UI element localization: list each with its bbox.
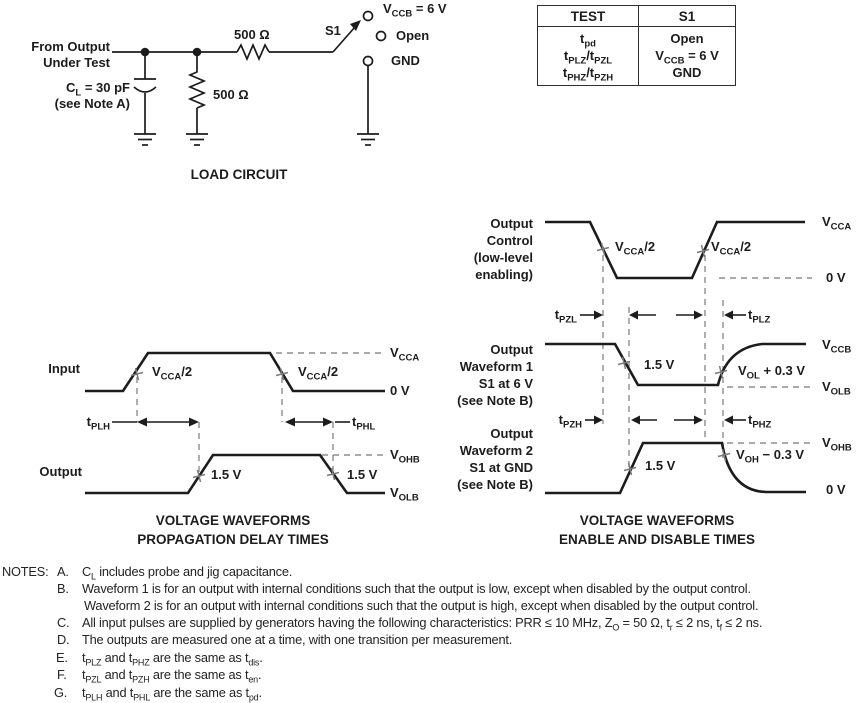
note-c-text: All input pulses are supplied by generators having the following characteristics: PRR ≤ 10 MHz, $Z_O = 50$ Ω, $t_r \le 2$ ns, $t_f \le 2$ ns. — [82, 615, 763, 633]
load-circuit-title: LOAD CIRCUIT — [190, 167, 288, 182]
output-control-waveform-path — [545, 222, 805, 278]
tpzl-left-arrowhead — [629, 311, 638, 320]
note-a-letter: A. — [57, 564, 69, 579]
enable-disable-caption — [527, 511, 787, 549]
tpzl-label: $t_{PZL}$ — [554, 307, 577, 326]
output-control-line3: (low-level — [473, 250, 533, 265]
zero-v-level-label: 0 V — [390, 383, 410, 398]
wave2-v15-label: 1.5 V — [645, 458, 676, 473]
table-test-tplz-tpzl: $t_{PLZ}/t_{PZL}$ — [563, 48, 613, 67]
from-output-line1: From Output — [31, 39, 110, 54]
ctrl-vcca-half-rise-label: $V_{CCA}/2$ — [711, 239, 752, 258]
note-f-letter: F. — [57, 667, 67, 682]
output-waveform1-label — [457, 341, 533, 409]
vcca-half-fall-label: $V_{CCA}/2$ — [298, 364, 339, 383]
table-header-s1: S1 — [678, 9, 696, 24]
switch-position-gnd-terminal — [364, 57, 373, 66]
node-dot-resistor — [193, 48, 202, 57]
vohb-level-label-2: $V_{OHB}$ — [822, 435, 852, 454]
wave1-line1: Output — [490, 342, 533, 357]
tphz-label: $t_{PHZ}$ — [748, 412, 772, 431]
prop-delay-caption-line2: PROPAGATION DELAY TIMES — [137, 532, 329, 547]
tplh-right-arrowhead — [189, 418, 199, 427]
table-s1-gnd: GND — [672, 65, 702, 80]
series-resistor-label: 500 Ω — [234, 27, 270, 42]
shunt-resistor-label: 500 Ω — [213, 87, 249, 102]
ground-symbol-resistor — [186, 134, 208, 145]
prop-delay-caption — [103, 511, 363, 549]
wave1-line3: S1 at 6 V — [478, 376, 533, 391]
note-f-text: $t_{PZL}$ and $t_{PZH}$ are the same as $t_{en}$. — [82, 667, 262, 685]
vol-plus-03-label: $V_{OL} + 0.3$ V — [738, 363, 806, 382]
input-waveform-label: Input — [48, 361, 80, 376]
cl-value: $C_L = 30$ pF — [66, 80, 130, 99]
note-e-text: $t_{PLZ}$ and $t_{PHZ}$ are the same as $t_{dis}$. — [82, 650, 263, 668]
note-a-text: $C_L$ includes probe and jig capacitance. — [82, 564, 293, 582]
switch-position-gnd-label: GND — [391, 53, 420, 68]
enable-disable-caption-line1: VOLTAGE WAVEFORMS — [579, 513, 735, 528]
wave2-line3: S1 at GND — [469, 460, 533, 475]
note-c-letter: C. — [57, 615, 70, 630]
prop-delay-caption-line1: VOLTAGE WAVEFORMS — [155, 513, 311, 528]
table-s1-vccb: $V_{CCB} = 6$ V — [655, 48, 719, 67]
node-dot-capacitor — [141, 48, 150, 57]
input-waveform-path — [85, 353, 385, 391]
series-resistor-symbol — [237, 45, 269, 59]
tphl-left-arrowhead — [285, 418, 295, 427]
tpzh-right-arrowhead — [594, 416, 603, 425]
output-control-line4: enabling) — [475, 267, 533, 282]
output-control-label — [474, 215, 533, 283]
table-test-tphz-tpzh: $t_{PHZ}/t_{PZH}$ — [562, 65, 614, 84]
table-header-test: TEST — [538, 6, 639, 26]
shunt-resistor-symbol — [190, 52, 204, 108]
wave2-zero-v-label: 0 V — [826, 482, 846, 497]
tphl-label: $t_{PHL}$ — [352, 414, 376, 433]
note-b-continuation-text: Waveform 2 is for an output with internal conditions such that the output is high, except when disabled by the output control. — [84, 598, 759, 613]
note-b-text: Waveform 1 is for an output with internal conditions such that the output is low, except when disabled by the output control. — [82, 581, 751, 596]
table-header-row — [538, 6, 735, 27]
vcca-half-rise-label: $V_{CCA}/2$ — [152, 364, 193, 383]
tphz-left-arrowhead — [724, 416, 733, 425]
note-d-text: The outputs are measured one at a time, with one transition per measurement. — [82, 632, 513, 647]
table-s1-open: Open — [670, 31, 704, 46]
tplh-left-arrowhead — [137, 418, 147, 427]
wave1-line2: Waveform 1 — [459, 359, 533, 374]
output-waveform2-label — [457, 425, 533, 493]
v15-rise-label: 1.5 V — [211, 467, 242, 482]
switch-s1-label: S1 — [325, 23, 341, 38]
table-test-column — [538, 27, 639, 85]
tplh-label: $t_{PLH}$ — [86, 414, 110, 433]
tplz-right-arrowhead — [694, 311, 703, 320]
volb-level-label: $V_{OLB}$ — [390, 485, 419, 504]
output-control-line2: Control — [486, 233, 533, 248]
cl-note-ref: (see Note A) — [54, 96, 130, 111]
tpzl-right-arrowhead — [594, 311, 603, 320]
wave2-line1: Output — [490, 426, 533, 441]
ctrl-vcca-half-fall-label: $V_{CCA}/2$ — [615, 239, 656, 258]
note-g-letter: G. — [54, 685, 68, 700]
ground-symbol-switch — [357, 134, 379, 145]
ctrl-zero-v-label: 0 V — [826, 270, 846, 285]
wave2-line2: Waveform 2 — [459, 443, 533, 458]
switch-position-open-terminal — [377, 32, 386, 41]
tphl-right-arrowhead — [323, 418, 333, 427]
table-test-tpd: $t_{pd}$ — [580, 31, 596, 50]
wave1-v15-label: 1.5 V — [644, 357, 675, 372]
switch-position-open-label: Open — [396, 28, 430, 43]
enable-disable-caption-line2: ENABLE AND DISABLE TIMES — [558, 532, 755, 547]
wave2-line4: (see Note B) — [457, 477, 533, 492]
output-waveform-label: Output — [39, 464, 82, 479]
voh-minus-03-label: $V_{OH} - 0.3$ V — [736, 447, 805, 466]
wave1-line4: (see Note B) — [457, 393, 533, 408]
ctrl-vcca-level-label: $V_{CCA}$ — [822, 214, 852, 233]
tpzh-left-arrowhead — [631, 416, 640, 425]
cl-label — [55, 80, 130, 112]
tplz-label: $t_{PLZ}$ — [748, 307, 771, 326]
notes-heading: NOTES: — [2, 564, 49, 579]
volb-level-label-2: $V_{OLB}$ — [822, 379, 851, 398]
vcca-level-label: $V_{CCA}$ — [390, 345, 420, 364]
note-d-letter: D. — [57, 632, 70, 647]
switch-position-vccb-terminal — [364, 12, 373, 21]
measurement-cross-marks-left — [131, 368, 339, 482]
vohb-level-label: $V_{OHB}$ — [390, 447, 420, 466]
from-output-line2: Under Test — [43, 55, 110, 70]
table-body-row — [538, 27, 735, 85]
tpzh-label: $t_{PZH}$ — [558, 412, 582, 431]
from-output-label — [31, 39, 110, 71]
tphz-right-arrowhead — [694, 416, 703, 425]
note-g-text: $t_{PLH}$ and $t_{PHL}$ are the same as $t_{pd}$. — [82, 685, 262, 703]
switch-position-vccb-label: $V_{CCB} = 6$ V — [383, 1, 447, 20]
note-b-letter: B. — [57, 581, 69, 596]
switch-arrowhead — [350, 20, 361, 31]
capacitor-plate-curved — [134, 87, 156, 92]
note-e-letter: E. — [56, 650, 68, 665]
table-s1-column — [639, 27, 735, 85]
tplz-left-arrowhead — [724, 311, 733, 320]
vccb-level-label: $V_{CCB}$ — [822, 337, 852, 356]
test-conditions-table — [537, 5, 736, 86]
output-control-line1: Output — [490, 216, 533, 231]
v15-fall-label: 1.5 V — [347, 467, 378, 482]
ground-symbol-capacitor — [134, 134, 156, 145]
